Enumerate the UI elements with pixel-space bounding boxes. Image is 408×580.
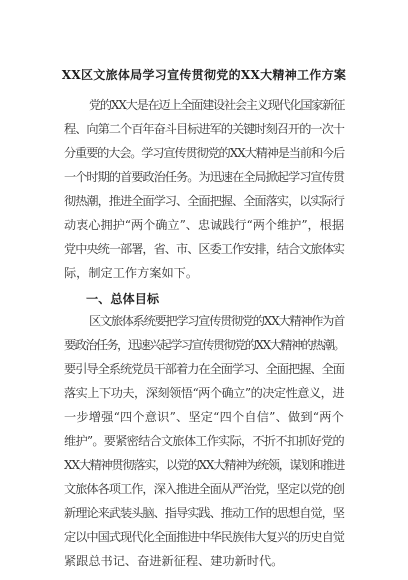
paragraph-line: 文旅体各项工作，深入推进全面从严治党，坚定以党的创 bbox=[64, 482, 344, 496]
paragraph-line: 要引导全系统党员干部着力在全面学习、全面把握、全面 bbox=[64, 362, 344, 376]
paragraph-line: 维护”。要紧密结合文旅体工作实际，不折不扣抓好党的 bbox=[64, 434, 344, 448]
paragraph-line: 紧跟总书记、奋进新征程、建功新时代。 bbox=[64, 554, 284, 568]
document-title: XX区文旅体局学习宣传贯彻党的XX大精神工作方案 bbox=[61, 68, 347, 82]
paragraph-line: 动衷心拥护“两个确立”、忠诚践行“两个维护”，根据 bbox=[64, 218, 344, 232]
paragraph-line: 分重要的大会。学习宣传贯彻党的XX大精神是当前和今后 bbox=[64, 146, 344, 160]
section-heading: 一、总体目标 bbox=[86, 292, 160, 306]
paragraph-line: 定以中国式现代化全面推进中华民族伟大复兴的历史自觉 bbox=[64, 530, 344, 544]
paragraph-line: 际，制定工作方案如下。 bbox=[64, 266, 199, 280]
paragraph-line: XX大精神贯彻落实，以党的XX大精神为统领，谋划和推进 bbox=[64, 458, 344, 472]
paragraph-line: 彻热潮，推进全面学习、全面把握、全面落实，以实际行 bbox=[64, 194, 344, 208]
paragraph-line: 一个时期的首要政治任务。为迅速在全局掀起学习宣传贯 bbox=[64, 170, 344, 184]
paragraph-line: 一步增强“四个意识”、坚定“四个自信”、做到“两个 bbox=[64, 410, 344, 424]
paragraph-line: 新理论来武装头脑、指导实践、推动工作的思想自觉，坚 bbox=[64, 506, 344, 520]
paragraph-line: 区文旅体系统要把学习宣传贯彻党的XX大精神作为首 bbox=[89, 314, 344, 328]
paragraph-line: 要政治任务，迅速兴起学习宣传贯彻党的XX大精神的热潮。 bbox=[64, 338, 344, 352]
paragraph-line: 程、向第二个百年奋斗目标进军的关键时刻召开的一次十 bbox=[64, 122, 344, 136]
paragraph-line: 落实上下功夫，深刻领悟“两个确立”的决定性意义，进 bbox=[64, 386, 344, 400]
paragraph-line: 党中央统一部署，省、市、区委工作安排，结合文旅体实 bbox=[64, 242, 344, 256]
paragraph-line: 党的XX大是在迈上全面建设社会主义现代化国家新征 bbox=[89, 98, 344, 112]
